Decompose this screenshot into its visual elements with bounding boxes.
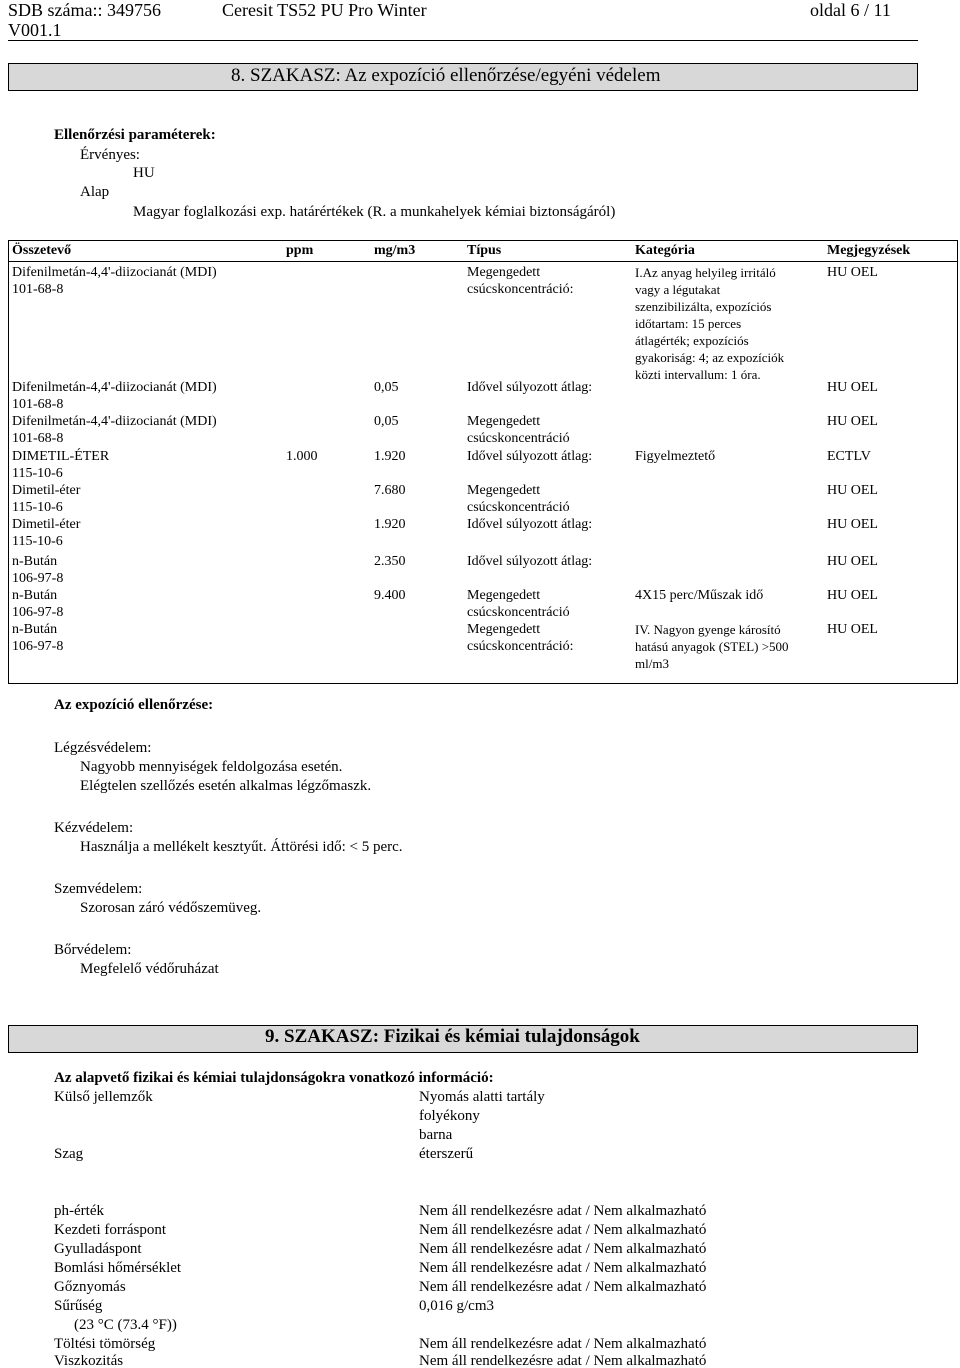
table-cell-remarks: HU OEL [827,517,878,532]
basis-value: Magyar foglalkozási exp. határértékek (R. a munkahelyek kémiai biztonságáról) [133,204,616,220]
skin-line-1: Megfelelő védőruházat [80,961,219,977]
prop-label: ph-érték [54,1203,104,1219]
prop-value: Nem áll rendelkezésre adat / Nem alkalmazható [419,1241,707,1257]
table-cell-type: csúcskoncentráció: [467,639,574,654]
appearance-value-1: Nyomás alatti tartály [419,1089,545,1105]
table-cell-remarks: HU OEL [827,265,878,280]
prop-label: Sűrűség [54,1298,103,1314]
table-cell-remarks: HU OEL [827,554,878,569]
table-cell-category: IV. Nagyon gyenge károsító [635,622,781,637]
table-cell-type: Idővel súlyozott átlag: [467,517,593,532]
prop-label: Töltési tömörség [54,1336,156,1352]
prop-label: Viszkozitás [54,1353,124,1368]
prop-value: Nem áll rendelkezésre adat / Nem alkalmazható [419,1279,707,1295]
prop-value: Nem áll rendelkezésre adat / Nem alkalmazható [419,1203,707,1219]
hand-line-1: Használja a mellékelt kesztyűt. Áttörési idő: < 5 perc. [80,839,403,855]
table-cell-mgm3: 1.920 [374,449,406,464]
info-heading: Az alapvető fizikai és kémiai tulajdonságokra vonatkozó információ: [54,1070,494,1086]
table-cell-component: 115-10-6 [12,500,63,515]
table-cell-type: csúcskoncentráció [467,605,570,620]
prop-label: Gyulladáspont [54,1241,142,1257]
table-cell-remarks: HU OEL [827,622,878,637]
odor-value: éterszerű [419,1146,474,1162]
table-cell-mgm3: 1.920 [374,517,406,532]
table-cell-mgm3: 0,05 [374,414,399,429]
table-cell-category: I.Az anyag helyileg irritáló [635,265,776,280]
table-cell-component: 106-97-8 [12,639,64,654]
table-cell-remarks: HU OEL [827,414,878,429]
table-cell-category: Figyelmeztető [635,449,716,464]
prop-value: Nem áll rendelkezésre adat / Nem alkalmazható [419,1353,707,1368]
odor-label: Szag [54,1146,84,1162]
prop-label: (23 °C (73.4 °F)) [74,1317,177,1333]
table-cell-type: Idővel súlyozott átlag: [467,554,593,569]
table-cell-type: Idővel súlyozott átlag: [467,449,593,464]
appearance-value-3: barna [419,1127,453,1143]
eye-line-1: Szorosan záró védőszemüveg. [80,900,262,916]
control-params-heading: Ellenőrzési paraméterek: [54,127,216,143]
section-9-heading [8,1025,918,1053]
prop-value: Nem áll rendelkezésre adat / Nem alkalmazható [419,1260,707,1276]
table-cell-mgm3: 7.680 [374,483,406,498]
appearance-label: Külső jellemzők [54,1089,153,1105]
prop-value: Nem áll rendelkezésre adat / Nem alkalmazható [419,1336,707,1352]
prop-value: 0,016 g/cm3 [419,1298,494,1314]
table-cell-component: 101-68-8 [12,282,64,297]
valid-label: Érvényes: [80,147,140,163]
table-cell-component: Dimetil-éter [12,483,81,498]
prop-label: Kezdeti forráspont [54,1222,167,1238]
table-cell-component: Difenilmetán-4,4'-diizocianát (MDI) [12,265,217,280]
table-cell-component: Dimetil-éter [12,517,81,532]
respiratory-line-1: Nagyobb mennyiségek feldolgozása esetén. [80,759,343,775]
table-header-rule [8,261,958,262]
table-cell-type: Megengedett [467,483,541,498]
table-cell-ppm: 1.000 [286,449,318,464]
respiratory-label: Légzésvédelem: [54,740,152,756]
basis-label: Alap [80,184,110,200]
prop-label: Bomlási hőmérséklet [54,1260,182,1276]
table-cell-category: átlagérték; expozíciós [635,333,749,348]
version: V001.1 [8,20,62,40]
table-cell-type: csúcskoncentráció: [467,282,574,297]
table-cell-component: DIMETIL-ÉTER [12,449,110,464]
page-number: oldal 6 / 11 [810,0,891,20]
table-cell-type: Megengedett [467,588,541,603]
table-cell-component: Difenilmetán-4,4'-diizocianát (MDI) [12,414,217,429]
table-cell-component: 101-68-8 [12,397,64,412]
table-cell-mgm3: 9.400 [374,588,406,603]
table-cell-remarks: ECTLV [827,449,871,464]
table-cell-remarks: HU OEL [827,588,878,603]
table-cell-category: közti intervallum: 1 óra. [635,367,761,382]
table-cell-component: n-Bután [12,588,58,603]
table-cell-component: n-Bután [12,622,58,637]
hand-label: Kézvédelem: [54,820,134,836]
table-cell-component: Difenilmetán-4,4'-diizocianát (MDI) [12,380,217,395]
table-cell-category: szenzibilizálta, expozíciós [635,299,772,314]
appearance-value-2: folyékony [419,1108,480,1124]
col-header-component: Összetevő [12,243,72,258]
skin-label: Bőrvédelem: [54,942,132,958]
table-cell-component: 115-10-6 [12,534,63,549]
col-header-remarks: Megjegyzések [827,243,911,258]
table-cell-category: időtartam: 15 perces [635,316,742,331]
header-rule [8,40,918,41]
table-cell-category: gyakoriság: 4; az expozíciók [635,350,785,365]
table-cell-component: 106-97-8 [12,605,64,620]
section-8-title: 8. SZAKASZ: Az expozíció ellenőrzése/egyéni védelem [231,65,661,86]
table-cell-component: 106-97-8 [12,571,64,586]
respiratory-line-2: Elégtelen szellőzés esetén alkalmas légzőmaszk. [80,778,372,794]
sdb-number: SDB száma:: 349756 [8,0,161,20]
table-cell-category: 4X15 perc/Műszak idő [635,588,764,603]
table-cell-type: Megengedett [467,265,541,280]
prop-value: Nem áll rendelkezésre adat / Nem alkalmazható [419,1222,707,1238]
product-name: Ceresit TS52 PU Pro Winter [222,0,427,20]
table-cell-component: n-Bután [12,554,58,569]
table-cell-type: Idővel súlyozott átlag: [467,380,593,395]
eye-label: Szemvédelem: [54,881,143,897]
col-header-type: Típus [467,243,502,258]
table-cell-category: vagy a légutakat [635,282,721,297]
table-cell-category: ml/m3 [635,656,669,671]
table-cell-component: 101-68-8 [12,431,64,446]
col-header-category: Kategória [635,243,695,258]
table-cell-mgm3: 0,05 [374,380,399,395]
table-cell-remarks: HU OEL [827,483,878,498]
table-cell-component: 115-10-6 [12,466,63,481]
prop-label: Gőznyomás [54,1279,126,1295]
exposure-heading: Az expozíció ellenőrzése: [54,697,214,713]
table-cell-remarks: HU OEL [827,380,878,395]
table-cell-type: csúcskoncentráció [467,500,570,515]
col-header-mgm3: mg/m3 [374,243,416,258]
table-cell-category: hatású anyagok (STEL) >500 [635,639,789,654]
section-8-heading [8,63,918,91]
table-cell-type: Megengedett [467,622,541,637]
col-header-ppm: ppm [286,243,314,258]
table-cell-mgm3: 2.350 [374,554,406,569]
valid-value: HU [133,165,155,181]
table-cell-type: Megengedett [467,414,541,429]
section-9-title: 9. SZAKASZ: Fizikai és kémiai tulajdonságok [265,1026,640,1047]
table-cell-type: csúcskoncentráció [467,431,570,446]
